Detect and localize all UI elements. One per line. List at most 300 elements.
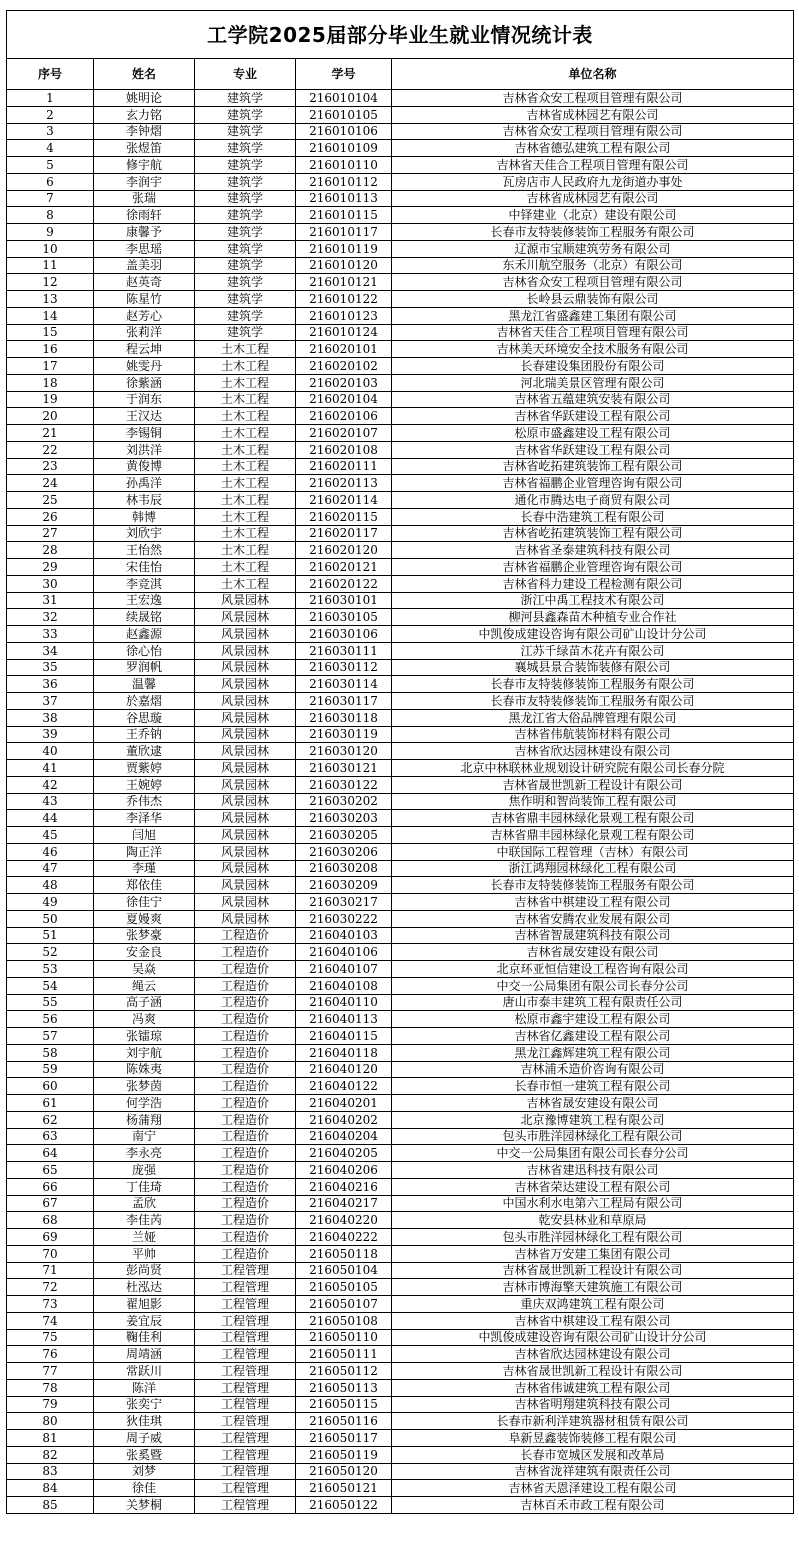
cell-major: 风景园林	[195, 860, 296, 877]
cell-name: 李润宇	[94, 173, 195, 190]
cell-student-id: 216020122	[296, 575, 392, 592]
cell-major: 工程管理	[195, 1463, 296, 1480]
cell-name: 王乔钠	[94, 726, 195, 743]
cell-employer: 浙江中禹工程技术有限公司	[392, 592, 794, 609]
cell-name: 张镭琼	[94, 1028, 195, 1045]
table-row	[7, 1028, 794, 1045]
cell-major: 工程造价	[195, 1128, 296, 1145]
cell-student-id: 216010123	[296, 307, 392, 324]
cell-employer: 吉林省安腾农业发展有限公司	[392, 910, 794, 927]
cell-serial: 22	[7, 441, 94, 458]
header-student-id: 学号	[296, 59, 392, 90]
cell-employer: 长春中浩建筑工程有限公司	[392, 508, 794, 525]
cell-name: 南宁	[94, 1128, 195, 1145]
cell-student-id: 216050108	[296, 1312, 392, 1329]
cell-name: 关梦桐	[94, 1497, 195, 1514]
cell-serial: 26	[7, 508, 94, 525]
cell-student-id: 216040120	[296, 1061, 392, 1078]
cell-serial: 70	[7, 1245, 94, 1262]
cell-employer: 吉林美天环境安全技术服务有限公司	[392, 341, 794, 358]
cell-student-id: 216040205	[296, 1145, 392, 1162]
cell-major: 工程管理	[195, 1430, 296, 1447]
cell-serial: 64	[7, 1145, 94, 1162]
cell-serial: 14	[7, 307, 94, 324]
cell-major: 风景园林	[195, 659, 296, 676]
cell-serial: 28	[7, 542, 94, 559]
cell-employer: 中国水利水电第六工程局有限公司	[392, 1195, 794, 1212]
table-row	[7, 1430, 794, 1447]
cell-employer: 焦作明和智尚装饰工程有限公司	[392, 793, 794, 810]
cell-employer: 吉林省晟世凯新工程设计有限公司	[392, 1363, 794, 1380]
cell-major: 工程管理	[195, 1446, 296, 1463]
cell-serial: 31	[7, 592, 94, 609]
table-row	[7, 743, 794, 760]
table-row	[7, 1229, 794, 1246]
cell-employer: 柳河县鑫森苗木种植专业合作社	[392, 609, 794, 626]
cell-major: 工程造价	[195, 1078, 296, 1095]
cell-employer: 吉林省德弘建筑工程有限公司	[392, 140, 794, 157]
cell-major: 建筑学	[195, 123, 296, 140]
cell-employer: 松原市盛鑫建设工程有限公司	[392, 425, 794, 442]
table-row	[7, 1480, 794, 1497]
cell-student-id: 216010109	[296, 140, 392, 157]
table-row	[7, 592, 794, 609]
cell-student-id: 216030111	[296, 642, 392, 659]
cell-name: 平帅	[94, 1245, 195, 1262]
cell-employer: 中联国际工程管理（吉林）有限公司	[392, 843, 794, 860]
cell-major: 工程管理	[195, 1497, 296, 1514]
table-body	[7, 90, 794, 1514]
cell-name: 丁佳琦	[94, 1178, 195, 1195]
table-row	[7, 1446, 794, 1463]
cell-major: 土木工程	[195, 542, 296, 559]
employment-table	[6, 10, 794, 1514]
table-row	[7, 1379, 794, 1396]
cell-name: 续晟铭	[94, 609, 195, 626]
cell-employer: 吉林省众安工程项目管理有限公司	[392, 123, 794, 140]
cell-employer: 乾安县林业和草原局	[392, 1212, 794, 1229]
cell-student-id: 216040216	[296, 1178, 392, 1195]
cell-serial: 4	[7, 140, 94, 157]
cell-employer: 吉林省明翔建筑科技有限公司	[392, 1396, 794, 1413]
cell-student-id: 216040107	[296, 961, 392, 978]
cell-serial: 9	[7, 224, 94, 241]
cell-major: 土木工程	[195, 358, 296, 375]
table-row	[7, 1413, 794, 1430]
cell-major: 风景园林	[195, 626, 296, 643]
cell-serial: 32	[7, 609, 94, 626]
cell-major: 土木工程	[195, 425, 296, 442]
cell-major: 工程管理	[195, 1480, 296, 1497]
cell-serial: 50	[7, 910, 94, 927]
cell-major: 工程造价	[195, 1145, 296, 1162]
table-row	[7, 1111, 794, 1128]
cell-student-id: 216030208	[296, 860, 392, 877]
cell-name: 徐佳	[94, 1480, 195, 1497]
cell-student-id: 216010124	[296, 324, 392, 341]
cell-employer: 吉林省伟诚建筑工程有限公司	[392, 1379, 794, 1396]
cell-serial: 53	[7, 961, 94, 978]
cell-major: 工程管理	[195, 1413, 296, 1430]
table-row	[7, 441, 794, 458]
cell-student-id: 216040118	[296, 1044, 392, 1061]
cell-employer: 吉林省屹拓建筑装饰工程有限公司	[392, 525, 794, 542]
table-row	[7, 1463, 794, 1480]
table-row	[7, 1145, 794, 1162]
cell-employer: 吉林省建迅科技有限公司	[392, 1162, 794, 1179]
header-row	[7, 59, 794, 90]
cell-serial: 42	[7, 776, 94, 793]
cell-employer: 长春市友特装修装饰工程服务有限公司	[392, 676, 794, 693]
cell-name: 徐心怡	[94, 642, 195, 659]
cell-employer: 吉林省圣泰建筑科技有限公司	[392, 542, 794, 559]
cell-serial: 56	[7, 1011, 94, 1028]
cell-serial: 24	[7, 475, 94, 492]
table-row	[7, 525, 794, 542]
cell-employer: 浙江鸿翔园林绿化工程有限公司	[392, 860, 794, 877]
cell-name: 温馨	[94, 676, 195, 693]
cell-major: 工程造价	[195, 1095, 296, 1112]
cell-name: 何学浩	[94, 1095, 195, 1112]
cell-student-id: 216040103	[296, 927, 392, 944]
cell-name: 罗润帆	[94, 659, 195, 676]
cell-major: 工程造价	[195, 994, 296, 1011]
cell-major: 工程造价	[195, 927, 296, 944]
table-title: 工学院2025届部分毕业生就业情况统计表	[7, 11, 794, 59]
cell-name: 宋佳怡	[94, 559, 195, 576]
cell-major: 风景园林	[195, 793, 296, 810]
table-row	[7, 90, 794, 107]
table-row	[7, 274, 794, 291]
cell-name: 安金良	[94, 944, 195, 961]
cell-serial: 85	[7, 1497, 94, 1514]
cell-employer: 松原市鑫宇建设工程有限公司	[392, 1011, 794, 1028]
cell-student-id: 216010117	[296, 224, 392, 241]
cell-student-id: 216020114	[296, 492, 392, 509]
cell-major: 风景园林	[195, 709, 296, 726]
cell-employer: 东禾川航空服务（北京）有限公司	[392, 257, 794, 274]
cell-student-id: 216030114	[296, 676, 392, 693]
cell-employer: 吉林省成林园艺有限公司	[392, 106, 794, 123]
cell-employer: 吉林省欣达园林建设有限公司	[392, 743, 794, 760]
cell-serial: 63	[7, 1128, 94, 1145]
cell-name: 张梦茵	[94, 1078, 195, 1095]
cell-major: 工程管理	[195, 1279, 296, 1296]
cell-name: 王汉达	[94, 408, 195, 425]
cell-name: 高子涵	[94, 994, 195, 1011]
cell-name: 杨蒲翔	[94, 1111, 195, 1128]
cell-student-id: 216050105	[296, 1279, 392, 1296]
cell-employer: 吉林浦禾造价咨询有限公司	[392, 1061, 794, 1078]
cell-student-id: 216020106	[296, 408, 392, 425]
cell-name: 李泽华	[94, 810, 195, 827]
cell-major: 工程造价	[195, 944, 296, 961]
table-row	[7, 1044, 794, 1061]
cell-name: 兰娅	[94, 1229, 195, 1246]
cell-major: 风景园林	[195, 743, 296, 760]
cell-serial: 48	[7, 877, 94, 894]
table-row	[7, 1279, 794, 1296]
cell-name: 李思瑶	[94, 240, 195, 257]
table-row	[7, 475, 794, 492]
cell-employer: 阜新昱鑫装饰装修工程有限公司	[392, 1430, 794, 1447]
cell-employer: 长春市新利洋建筑器材租赁有限公司	[392, 1413, 794, 1430]
table-row	[7, 140, 794, 157]
cell-name: 张煜笛	[94, 140, 195, 157]
cell-employer: 长春建设集团股份有限公司	[392, 358, 794, 375]
cell-name: 狄佳琪	[94, 1413, 195, 1430]
cell-major: 建筑学	[195, 190, 296, 207]
table-row	[7, 1178, 794, 1195]
table-row	[7, 877, 794, 894]
cell-employer: 北京中林联林业规划设计研究院有限公司长春分院	[392, 760, 794, 777]
cell-major: 工程造价	[195, 1245, 296, 1262]
cell-major: 建筑学	[195, 291, 296, 308]
cell-student-id: 216040206	[296, 1162, 392, 1179]
cell-serial: 36	[7, 676, 94, 693]
cell-employer: 吉林省成林园艺有限公司	[392, 190, 794, 207]
cell-employer: 吉林省荣达建设工程有限公司	[392, 1178, 794, 1195]
cell-name: 乔伟杰	[94, 793, 195, 810]
cell-name: 赵英奇	[94, 274, 195, 291]
cell-serial: 59	[7, 1061, 94, 1078]
cell-name: 陶正洋	[94, 843, 195, 860]
cell-major: 建筑学	[195, 140, 296, 157]
cell-name: 孟欣	[94, 1195, 195, 1212]
cell-employer: 吉林省晟安建设有限公司	[392, 944, 794, 961]
cell-serial: 39	[7, 726, 94, 743]
table-row	[7, 1245, 794, 1262]
cell-serial: 79	[7, 1396, 94, 1413]
cell-name: 刘洪洋	[94, 441, 195, 458]
cell-major: 土木工程	[195, 475, 296, 492]
cell-student-id: 216050122	[296, 1497, 392, 1514]
cell-student-id: 216050111	[296, 1346, 392, 1363]
table-row	[7, 776, 794, 793]
cell-employer: 吉林省晟世凯新工程设计有限公司	[392, 776, 794, 793]
cell-major: 风景园林	[195, 760, 296, 777]
table-row	[7, 291, 794, 308]
cell-serial: 66	[7, 1178, 94, 1195]
cell-major: 风景园林	[195, 877, 296, 894]
cell-name: 周子威	[94, 1430, 195, 1447]
cell-serial: 6	[7, 173, 94, 190]
table-row	[7, 257, 794, 274]
cell-employer: 吉林省欣达园林建设有限公司	[392, 1346, 794, 1363]
cell-major: 建筑学	[195, 106, 296, 123]
cell-student-id: 216020115	[296, 508, 392, 525]
cell-employer: 吉林省智晟建筑科技有限公司	[392, 927, 794, 944]
cell-name: 赵鑫源	[94, 626, 195, 643]
cell-employer: 黑龙江省盛鑫建工集团有限公司	[392, 307, 794, 324]
table-row	[7, 944, 794, 961]
cell-serial: 44	[7, 810, 94, 827]
cell-student-id: 216030122	[296, 776, 392, 793]
cell-student-id: 216010104	[296, 90, 392, 107]
cell-major: 土木工程	[195, 559, 296, 576]
table-row	[7, 626, 794, 643]
cell-serial: 1	[7, 90, 94, 107]
table-row	[7, 726, 794, 743]
cell-name: 李佳芮	[94, 1212, 195, 1229]
cell-student-id: 216030206	[296, 843, 392, 860]
cell-employer: 长春市友特装修装饰工程服务有限公司	[392, 224, 794, 241]
cell-employer: 长春市友特装修装饰工程服务有限公司	[392, 693, 794, 710]
cell-name: 韩博	[94, 508, 195, 525]
cell-name: 张瑞	[94, 190, 195, 207]
cell-student-id: 216040202	[296, 1111, 392, 1128]
cell-employer: 吉林省福鹏企业管理咨询有限公司	[392, 559, 794, 576]
cell-employer: 中凯俊成建设咨询有限公司矿山设计分公司	[392, 626, 794, 643]
cell-employer: 黑龙江鑫辉建筑工程有限公司	[392, 1044, 794, 1061]
cell-serial: 74	[7, 1312, 94, 1329]
cell-employer: 襄城县景合装饰装修有限公司	[392, 659, 794, 676]
table-row	[7, 575, 794, 592]
cell-student-id: 216010120	[296, 257, 392, 274]
cell-serial: 41	[7, 760, 94, 777]
cell-student-id: 216030101	[296, 592, 392, 609]
table-row	[7, 659, 794, 676]
cell-serial: 71	[7, 1262, 94, 1279]
cell-major: 土木工程	[195, 374, 296, 391]
cell-employer: 中凯俊成建设咨询有限公司矿山设计分公司	[392, 1329, 794, 1346]
cell-name: 刘梦	[94, 1463, 195, 1480]
cell-employer: 吉林省福鹏企业管理咨询有限公司	[392, 475, 794, 492]
cell-employer: 吉林省华跃建设工程有限公司	[392, 408, 794, 425]
table-row	[7, 1195, 794, 1212]
cell-major: 建筑学	[195, 224, 296, 241]
table-row	[7, 1212, 794, 1229]
cell-student-id: 216030121	[296, 760, 392, 777]
cell-name: 赵芳心	[94, 307, 195, 324]
cell-name: 闫旭	[94, 827, 195, 844]
cell-employer: 吉林省天佳合工程项目管理有限公司	[392, 324, 794, 341]
cell-employer: 吉林省中棋建设工程有限公司	[392, 1312, 794, 1329]
cell-serial: 57	[7, 1028, 94, 1045]
cell-name: 徐雨轩	[94, 207, 195, 224]
cell-name: 康馨予	[94, 224, 195, 241]
table-row	[7, 1363, 794, 1380]
cell-student-id: 216010105	[296, 106, 392, 123]
cell-major: 工程管理	[195, 1363, 296, 1380]
table-row	[7, 910, 794, 927]
cell-major: 建筑学	[195, 173, 296, 190]
cell-student-id: 216040108	[296, 977, 392, 994]
cell-name: 庞强	[94, 1162, 195, 1179]
table-row	[7, 1011, 794, 1028]
table-row	[7, 173, 794, 190]
cell-major: 工程造价	[195, 1028, 296, 1045]
table-row	[7, 559, 794, 576]
cell-employer: 通化市腾达电子商贸有限公司	[392, 492, 794, 509]
cell-major: 工程造价	[195, 1162, 296, 1179]
cell-serial: 58	[7, 1044, 94, 1061]
cell-major: 土木工程	[195, 408, 296, 425]
cell-employer: 重庆双鸿建筑工程有限公司	[392, 1296, 794, 1313]
cell-major: 工程管理	[195, 1396, 296, 1413]
cell-major: 建筑学	[195, 324, 296, 341]
cell-employer: 吉林省中棋建设工程有限公司	[392, 894, 794, 911]
table-row	[7, 1497, 794, 1514]
cell-employer: 吉林省泷祥建筑有限责任公司	[392, 1463, 794, 1480]
cell-student-id: 216010119	[296, 240, 392, 257]
cell-student-id: 216050118	[296, 1245, 392, 1262]
cell-major: 工程管理	[195, 1346, 296, 1363]
cell-student-id: 216010122	[296, 291, 392, 308]
cell-employer: 吉林省众安工程项目管理有限公司	[392, 274, 794, 291]
cell-student-id: 216050121	[296, 1480, 392, 1497]
table-row	[7, 693, 794, 710]
cell-name: 谷思璇	[94, 709, 195, 726]
cell-major: 风景园林	[195, 843, 296, 860]
table-row	[7, 123, 794, 140]
cell-student-id: 216050113	[296, 1379, 392, 1396]
cell-name: 李锡铜	[94, 425, 195, 442]
table-row	[7, 324, 794, 341]
table-row	[7, 860, 794, 877]
table-row	[7, 977, 794, 994]
cell-major: 风景园林	[195, 894, 296, 911]
cell-employer: 吉林省晟安建设有限公司	[392, 1095, 794, 1112]
cell-serial: 3	[7, 123, 94, 140]
cell-serial: 75	[7, 1329, 94, 1346]
cell-major: 土木工程	[195, 441, 296, 458]
cell-serial: 65	[7, 1162, 94, 1179]
table-row	[7, 425, 794, 442]
cell-serial: 33	[7, 626, 94, 643]
cell-major: 工程造价	[195, 1061, 296, 1078]
table-row	[7, 542, 794, 559]
cell-student-id: 216020101	[296, 341, 392, 358]
cell-name: 姚明论	[94, 90, 195, 107]
cell-employer: 吉林省华跃建设工程有限公司	[392, 441, 794, 458]
cell-name: 修宇航	[94, 157, 195, 174]
cell-student-id: 216010110	[296, 157, 392, 174]
cell-name: 常跃川	[94, 1363, 195, 1380]
cell-student-id: 216020111	[296, 458, 392, 475]
cell-student-id: 216030120	[296, 743, 392, 760]
cell-serial: 78	[7, 1379, 94, 1396]
cell-name: 鞠佳利	[94, 1329, 195, 1346]
cell-employer: 吉林省伟航装饰材料有限公司	[392, 726, 794, 743]
cell-name: 于润东	[94, 391, 195, 408]
cell-name: 杜泓达	[94, 1279, 195, 1296]
cell-name: 夏嫚爽	[94, 910, 195, 927]
cell-serial: 73	[7, 1296, 94, 1313]
header-employer: 单位名称	[392, 59, 794, 90]
cell-major: 建筑学	[195, 90, 296, 107]
cell-student-id: 216040122	[296, 1078, 392, 1095]
cell-employer: 北京豫博建筑工程有限公司	[392, 1111, 794, 1128]
cell-student-id: 216010113	[296, 190, 392, 207]
cell-serial: 18	[7, 374, 94, 391]
cell-major: 风景园林	[195, 676, 296, 693]
cell-name: 张梦豪	[94, 927, 195, 944]
cell-student-id: 216050104	[296, 1262, 392, 1279]
cell-student-id: 216040113	[296, 1011, 392, 1028]
cell-name: 孙禹洋	[94, 475, 195, 492]
table-row	[7, 1061, 794, 1078]
cell-major: 风景园林	[195, 776, 296, 793]
cell-serial: 83	[7, 1463, 94, 1480]
cell-name: 贾紫婷	[94, 760, 195, 777]
cell-employer: 吉林省亿鑫建设工程有限公司	[392, 1028, 794, 1045]
cell-employer: 吉林市博海擎天建筑施工有限公司	[392, 1279, 794, 1296]
cell-major: 工程造价	[195, 1044, 296, 1061]
cell-student-id: 216040220	[296, 1212, 392, 1229]
cell-serial: 19	[7, 391, 94, 408]
cell-name: 李永亮	[94, 1145, 195, 1162]
